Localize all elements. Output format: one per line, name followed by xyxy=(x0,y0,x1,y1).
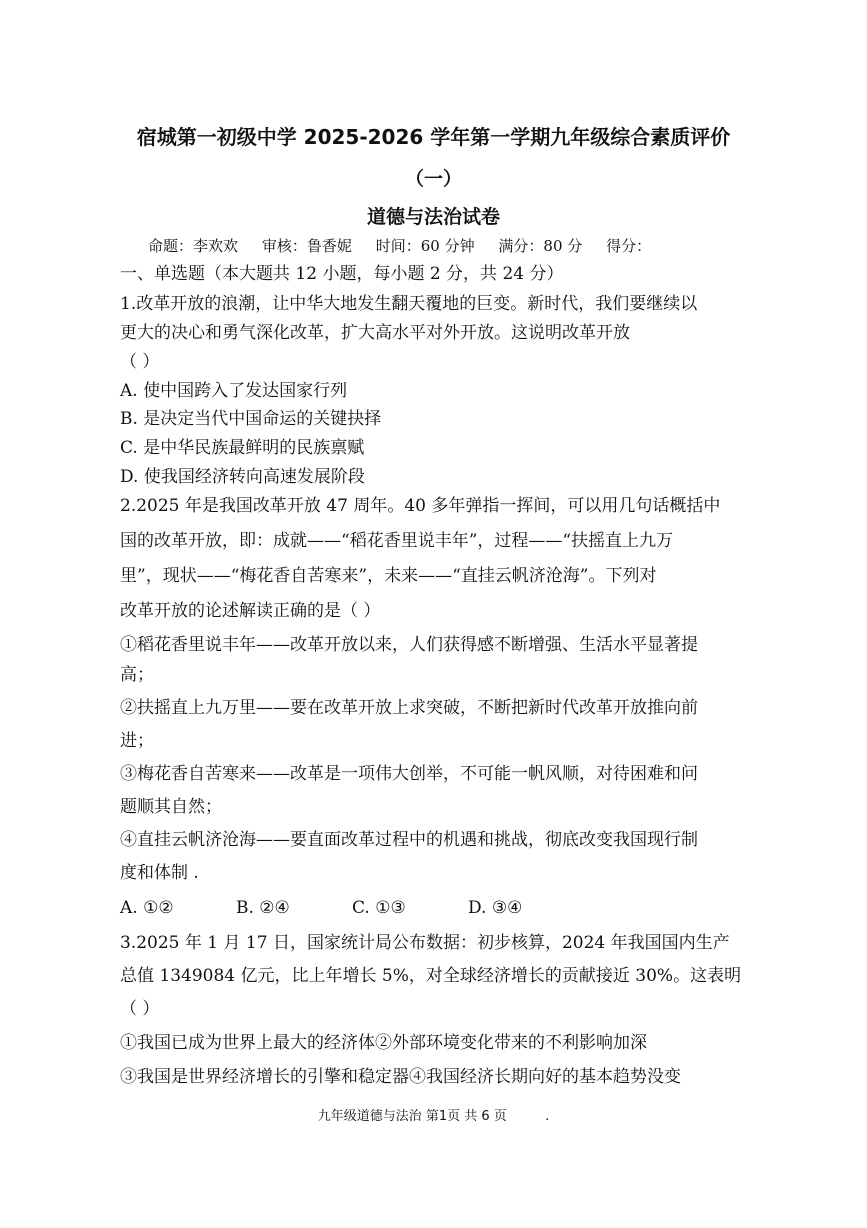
score-label: 得分： xyxy=(606,237,652,255)
exam-subject: 道德与法治试卷 xyxy=(366,206,500,228)
q1-stem-line2: 更大的决心和勇气深化改革，扩大高水平对外开放。这说明改革开放 xyxy=(120,323,630,343)
exam-number: （一） xyxy=(404,168,462,190)
q3-statements-1-2: ①我国已成为世界上最大的经济体②外部环境变化带来的不利影响加深 xyxy=(120,1033,647,1053)
q3-answer-blank: （ ） xyxy=(120,999,160,1019)
q2-stem-line2: 国的改革开放，即：成就——“稻花香里说丰年”，过程——“扶摇直上九万 xyxy=(120,531,674,551)
exam-meta xyxy=(148,236,651,256)
q2-statement-2-line1: ②扶摇直上九万里——要在改革开放上求突破，不断把新时代改革开放推向前 xyxy=(120,698,698,718)
q2-option-b: B. ②④ xyxy=(236,898,290,918)
q1-answer-blank: （ ） xyxy=(120,352,160,372)
time-label: 时间：60 分钟 xyxy=(375,237,475,255)
q3-stem-line2: 总值 1349084 亿元，比上年增长 5%，对全球经济增长的贡献接近 30%。这表明 xyxy=(120,966,742,986)
q3-statements-3-4: ③我国是世界经济增长的引擎和稳定器④我国经济长期向好的基本趋势没变 xyxy=(120,1067,681,1087)
footer-dot: . xyxy=(545,1109,550,1124)
footer-text: 九年级道德与法治 第1页 共 6 页 xyxy=(317,1109,507,1124)
q2-statement-4-line1: ④直挂云帆济沧海——要直面改革过程中的机遇和挑战，彻底改变我国现行制 xyxy=(120,830,698,850)
q1-stem-line1: 1.改革开放的浪潮，让中华大地发生翻天覆地的巨变。新时代，我们要继续以 xyxy=(120,294,698,314)
q2-stem-line1: 2.2025 年是我国改革开放 47 周年。40 多年弹指一挥间，可以用几句话概括中 xyxy=(120,496,721,516)
q2-statement-4-line2: 度和体制 . xyxy=(120,863,199,883)
full-score-label: 满分：80 分 xyxy=(498,237,583,255)
setter-label: 命题：李欢欢 xyxy=(148,237,239,255)
q2-option-d: D. ③④ xyxy=(468,898,523,918)
reviewer-label: 审核：鲁香妮 xyxy=(261,237,352,255)
q2-statement-3-line1: ③梅花香自苦寒来——改革是一项伟大创举，不可能一帆风顺，对待困难和问 xyxy=(120,764,698,784)
q2-stem-line4: 改革开放的论述解读正确的是（ ） xyxy=(120,601,381,621)
q2-option-a: A. ①② xyxy=(120,898,174,918)
q2-statement-2-line2: 进； xyxy=(120,731,154,751)
page-footer xyxy=(0,1108,867,1126)
section-heading: 一、单选题（本大题共 12 小题，每小题 2 分，共 24 分） xyxy=(120,264,564,284)
q1-option-b: B. 是决定当代中国命运的关键抉择 xyxy=(120,409,382,429)
q1-option-a: A. 使中国跨入了发达国家行列 xyxy=(120,381,348,401)
q2-statement-1-line2: 高； xyxy=(120,665,154,685)
q1-option-c: C. 是中华民族最鲜明的民族禀赋 xyxy=(120,438,365,458)
q2-statement-1-line1: ①稻花香里说丰年——改革开放以来，人们获得感不断增强、生活水平显著提 xyxy=(120,635,698,655)
q2-stem-line3: 里”，现状——“梅花香自苦寒来”，未来——“直挂云帆济沧海”。下列对 xyxy=(120,566,657,586)
q3-stem-line1: 3.2025 年 1 月 17 日，国家统计局公布数据：初步核算，2024 年我国国内生产 xyxy=(120,933,730,953)
exam-title: 宿城第一初级中学 2025-2026 学年第一学期九年级综合素质评价 xyxy=(136,125,731,149)
q2-option-c: C. ①③ xyxy=(352,898,406,918)
q2-statement-3-line2: 题顺其自然； xyxy=(120,797,222,817)
q1-option-d: D. 使我国经济转向高速发展阶段 xyxy=(120,467,365,487)
